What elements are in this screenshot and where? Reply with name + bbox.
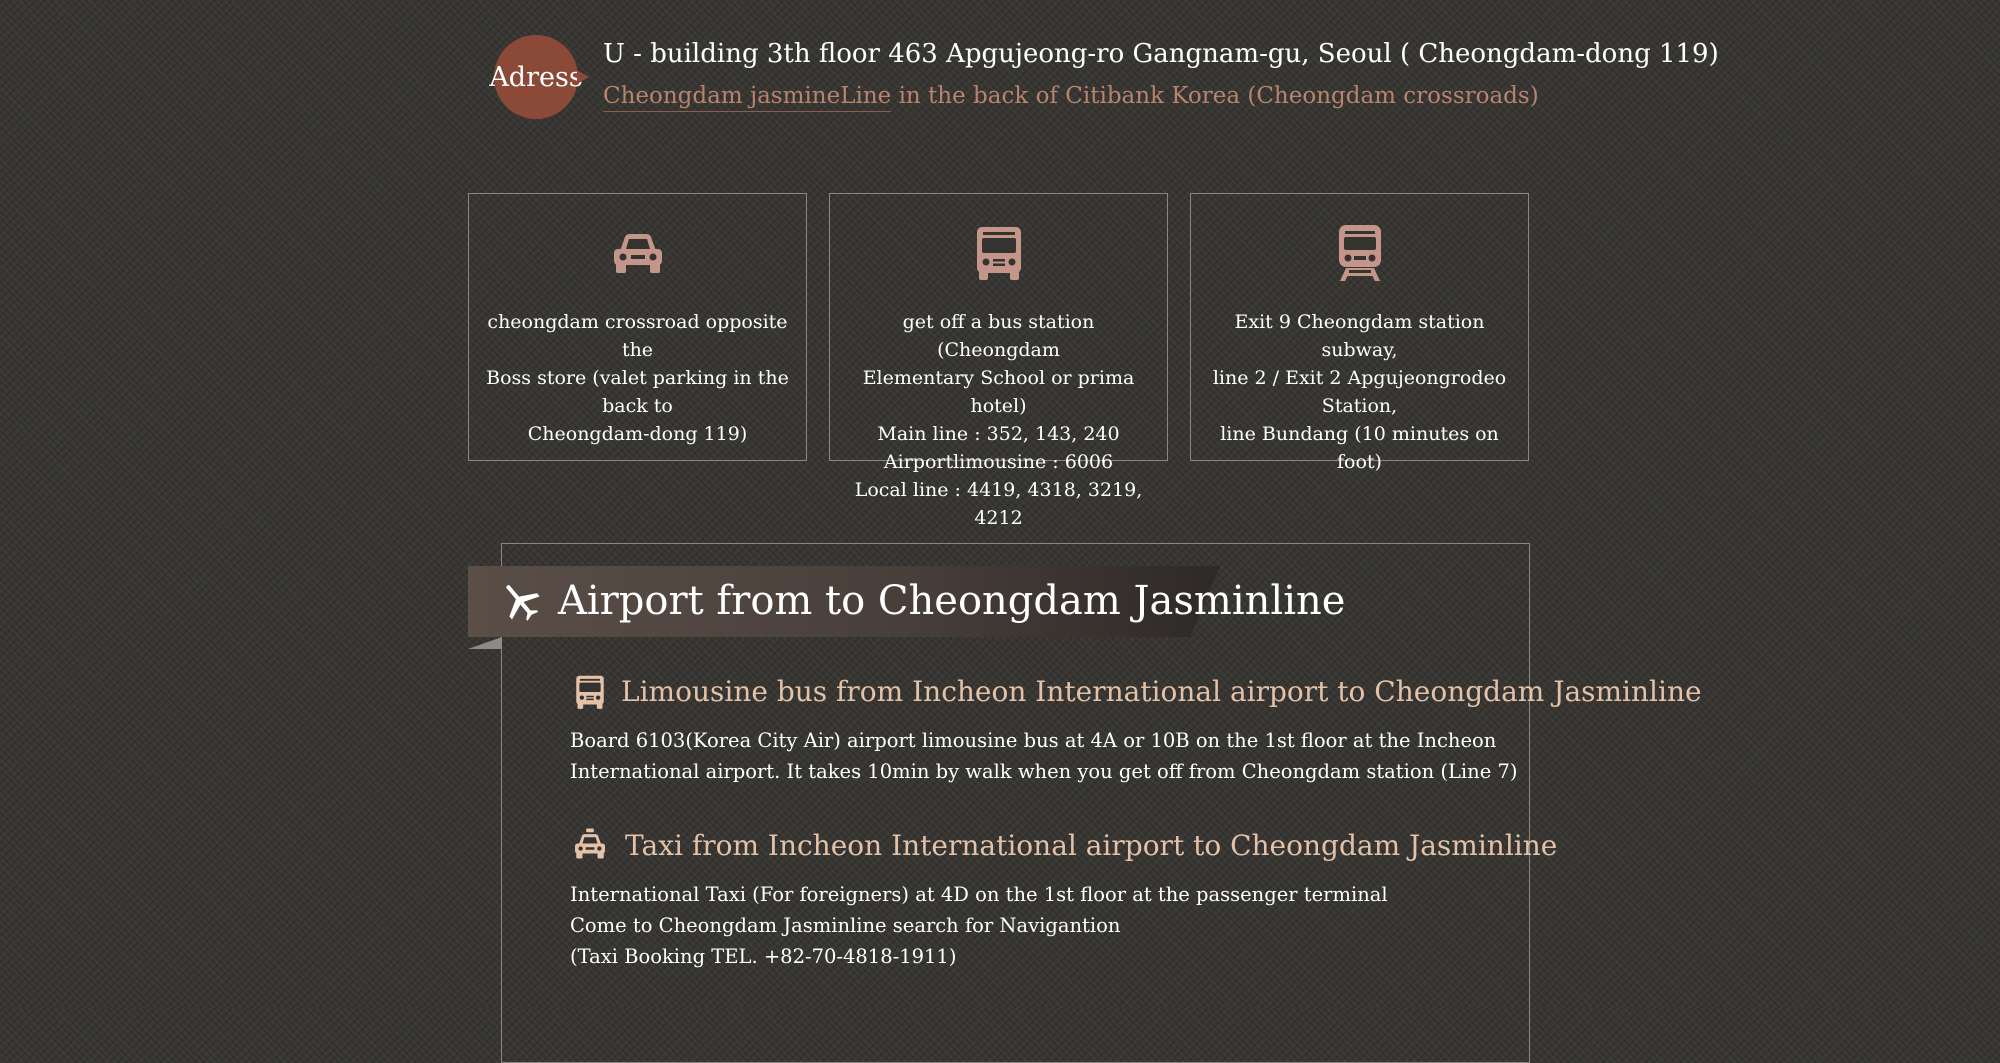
limousine-body — [570, 725, 1517, 787]
transport-text-bus — [846, 308, 1151, 532]
subway-icon — [1328, 221, 1392, 285]
address-directions-text: in the back of Citibank Korea (Cheongdam crossroads) — [891, 83, 1539, 109]
transport-line: Exit 9 Cheongdam station subway, — [1234, 311, 1485, 361]
transport-line: Main line : 352, 143, 240 — [877, 423, 1120, 445]
airplane-icon — [499, 580, 541, 622]
address-directions — [603, 83, 1539, 109]
body-line: (Taxi Booking TEL. +82-70-4818-1911) — [570, 945, 957, 968]
transport-line: get off a bus station (Cheongdam — [902, 311, 1095, 361]
transport-text-car — [485, 308, 790, 448]
transport-line: Cheongdam-dong 119) — [527, 423, 748, 445]
car-icon — [606, 221, 670, 285]
taxi-title: Taxi from Incheon International airport to Cheongdam Jasminline — [625, 829, 1558, 862]
transport-box-bus — [829, 193, 1168, 529]
taxi-icon — [570, 826, 610, 866]
body-line: Board 6103(Korea City Air) airport limousine bus at 4A or 10B on the 1st floor at the Incheon — [570, 729, 1497, 752]
transport-text-subway — [1207, 308, 1512, 476]
transport-line: Airportlimousine : 6006 — [883, 451, 1114, 473]
transport-line: Elementary School or prima hotel) — [862, 367, 1135, 417]
body-line: International airport. It takes 10min by walk when you get off from Cheongdam station (Line 7) — [570, 760, 1518, 783]
limousine-title: Limousine bus from Incheon International airport to Cheongdam Jasminline — [621, 675, 1702, 708]
taxi-body — [570, 879, 1388, 972]
body-line: Come to Cheongdam Jasminline search for Navigantion — [570, 914, 1121, 937]
transport-line: line 2 / Exit 2 Apgujeongrodeo Station, — [1212, 367, 1507, 417]
transport-box-subway — [1190, 193, 1529, 473]
ribbon-fold — [468, 637, 502, 649]
transport-box-car — [468, 193, 807, 461]
bus-icon — [570, 672, 610, 712]
bus-icon — [967, 221, 1031, 285]
transport-line: cheongdam crossroad opposite the — [487, 311, 788, 361]
address-line: U - building 3th floor 463 Apgujeong-ro Gangnam-gu, Seoul ( Cheongdam-dong 119) — [603, 39, 1719, 69]
transport-line: Boss store (valet parking in the back to — [486, 367, 789, 417]
body-line: International Taxi (For foreigners) at 4D on the 1st floor at the passenger terminal — [570, 883, 1388, 906]
airport-title: Airport from to Cheongdam Jasminline — [558, 578, 1346, 624]
transport-line: line Bundang (10 minutes on foot) — [1220, 423, 1499, 473]
transport-line: Local line : 4419, 4318, 3219, 4212 — [854, 479, 1143, 529]
address-badge: Adress — [494, 35, 578, 119]
address-link[interactable]: Cheongdam jasmineLine — [603, 83, 891, 112]
